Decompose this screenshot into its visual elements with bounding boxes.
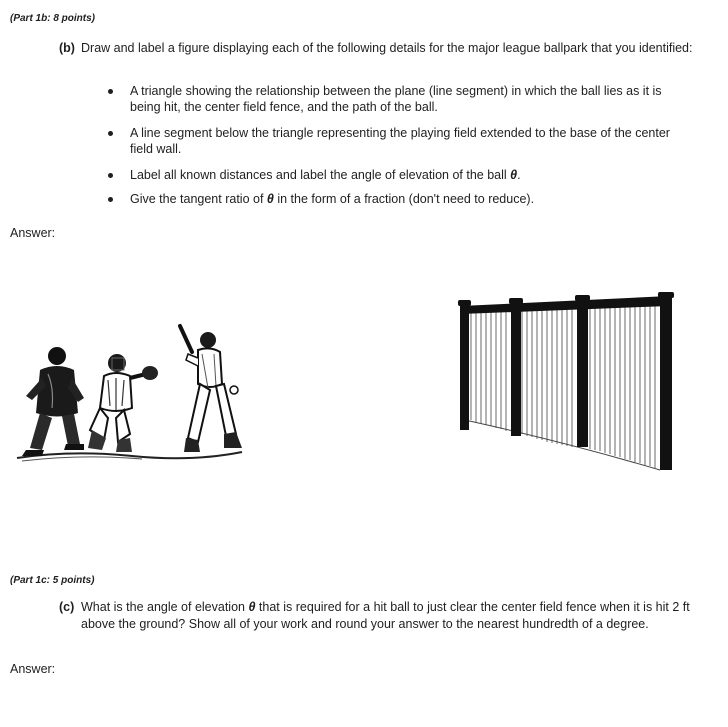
requirement-item: Label all known distances and label the angle of elevation of the ball θ.	[108, 167, 688, 183]
answer-label-1b: Answer:	[10, 226, 56, 240]
part-1b-question	[59, 40, 699, 57]
part-1b-heading: (Part 1b: 8 points)	[10, 13, 96, 24]
requirements-list	[108, 83, 688, 217]
question-letter-c: (c)	[59, 600, 75, 614]
theta-symbol: θ	[510, 168, 518, 182]
umpire-figure	[22, 347, 84, 456]
center-field-fence-illustration	[455, 292, 680, 474]
part-1c-question: (c) What is the angle of elevation θ that is required for a hit ball to just clear the center field fence when it is hit 2 ft above the ground? Show all of your work and round your answer to the nearest hundredth of a degree.	[59, 600, 690, 631]
requirement-item: Give the tangent ratio of θ in the form of a fraction (don't need to reduce).	[108, 191, 688, 207]
requirement-item: A line segment below the triangle representing the playing field extended to the base of the center field wall.	[108, 125, 688, 157]
baseball-players-illustration	[12, 318, 247, 468]
part-1c-heading: (Part 1c: 5 points)	[10, 575, 95, 586]
theta-symbol: θ	[248, 600, 256, 614]
question-letter-b: (b)	[59, 41, 75, 55]
theta-symbol: θ	[266, 192, 274, 206]
part-1b-intro: Draw and label a figure displaying each of the following details for the major league ballpark that you identified:	[81, 41, 693, 55]
answer-label-1c: Answer:	[10, 662, 56, 676]
batter-figure	[180, 326, 242, 452]
catcher-figure	[88, 354, 158, 452]
requirement-item: A triangle showing the relationship between the plane (line segment) in which the ball lies as it is being hit, the center field fence, and the path of the ball.	[108, 83, 688, 115]
